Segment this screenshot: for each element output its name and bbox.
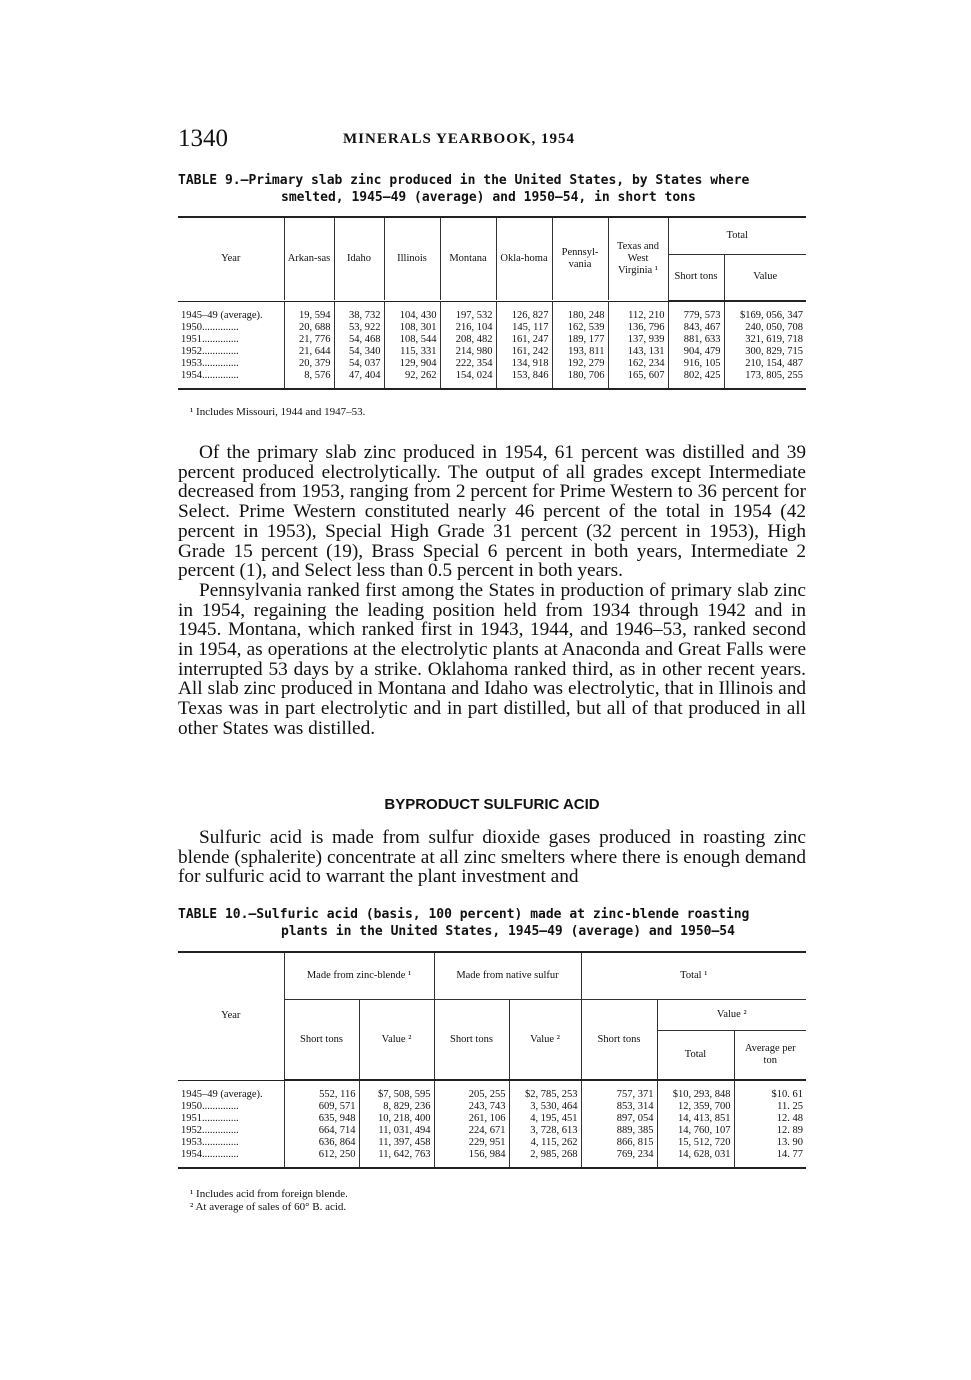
cell: 222, 354 xyxy=(440,358,496,370)
table-row xyxy=(178,1101,806,1113)
col-value-group: Value ² xyxy=(657,1000,806,1031)
cell: 229, 951 xyxy=(434,1137,509,1149)
cell: 156, 984 xyxy=(434,1149,509,1168)
cell: 10, 218, 400 xyxy=(359,1113,434,1125)
cell: 161, 242 xyxy=(496,346,552,358)
cell: 173, 805, 255 xyxy=(724,370,806,389)
cell: 20, 688 xyxy=(284,322,334,334)
cell: 897, 054 xyxy=(581,1113,657,1125)
paragraph: Of the primary slab zinc produced in 1954, 61 percent was distilled and 39 percent produced electrolytically. The output of all grades except Intermediate decreased from 1953, ranging from 2 percent for Prime Western to 36 percent for Select. Prime Western constituted nearly 46 percent of the total in 1954 (42 percent in 1953), Special High Grade 31 percent (32 percent in 1953), High Grade 15 percent (19), Brass Special 6 percent in both years, Intermediate 2 percent (1), and Select less than 0.5 percent in both years. xyxy=(178,442,806,582)
body-text xyxy=(178,443,806,739)
table-row xyxy=(178,1113,806,1125)
col-t-total: Total xyxy=(657,1031,734,1080)
table10-title-line1: TABLE 10.—Sulfuric acid (basis, 100 percent) made at zinc-blende roasting xyxy=(178,907,750,922)
cell: 11, 397, 458 xyxy=(359,1137,434,1149)
cell: 193, 811 xyxy=(552,346,608,358)
cell: 205, 255 xyxy=(434,1081,509,1102)
cell: 881, 633 xyxy=(668,334,724,346)
col-texas-wv: Texas and West Virginia ¹ xyxy=(608,217,668,300)
cell: 14. 77 xyxy=(734,1149,806,1168)
cell: $169, 056, 347 xyxy=(724,301,806,322)
cell: 165, 607 xyxy=(608,370,668,389)
table9-footnote: ¹ Includes Missouri, 1944 and 1947–53. xyxy=(190,406,366,418)
cell: 153, 846 xyxy=(496,370,552,389)
cell: 609, 571 xyxy=(284,1101,359,1113)
cell: 261, 106 xyxy=(434,1113,509,1125)
cell: 126, 827 xyxy=(496,301,552,322)
cell: 197, 532 xyxy=(440,301,496,322)
cell: 92, 262 xyxy=(384,370,440,389)
cell: 904, 479 xyxy=(668,346,724,358)
table10-title xyxy=(178,906,808,940)
cell: 210, 154, 487 xyxy=(724,358,806,370)
row-year: 1951.............. xyxy=(181,1113,239,1124)
cell: 14, 628, 031 xyxy=(657,1149,734,1168)
running-head: MINERALS YEARBOOK, 1954 xyxy=(343,131,576,147)
col-total: Total xyxy=(668,217,806,255)
cell: 853, 314 xyxy=(581,1101,657,1113)
col-zinc-blende: Made from zinc-blende ¹ xyxy=(284,952,434,1000)
table-row xyxy=(178,301,806,322)
table10-footnote-1: ¹ Includes acid from foreign blende. xyxy=(190,1188,348,1200)
cell: 21, 776 xyxy=(284,334,334,346)
col-montana: Montana xyxy=(440,217,496,300)
page-header xyxy=(178,125,808,155)
cell: 240, 050, 708 xyxy=(724,322,806,334)
col-zb-short-tons: Short tons xyxy=(284,1000,359,1080)
cell: 769, 234 xyxy=(581,1149,657,1168)
cell: 636, 864 xyxy=(284,1137,359,1149)
table10-footnotes xyxy=(190,1188,348,1214)
cell: 802, 425 xyxy=(668,370,724,389)
row-year: 1951.............. xyxy=(181,333,239,345)
cell: 161, 247 xyxy=(496,334,552,346)
table-row xyxy=(178,322,806,334)
cell: 8, 829, 236 xyxy=(359,1101,434,1113)
cell: 4, 115, 262 xyxy=(509,1137,581,1149)
paragraph: Sulfuric acid is made from sulfur dioxide gases produced in roasting zinc blende (sphalerite) concentrate at all zinc smelters where there is enough demand for sulfuric acid to warrant the plant investment and xyxy=(178,827,806,888)
col-oklahoma: Okla-homa xyxy=(496,217,552,300)
cell: 11, 031, 494 xyxy=(359,1125,434,1137)
col-total: Total ¹ xyxy=(581,952,806,1000)
cell: 13. 90 xyxy=(734,1137,806,1149)
col-arkansas: Arkan-sas xyxy=(284,217,334,300)
cell: 214, 980 xyxy=(440,346,496,358)
table9 xyxy=(178,216,806,390)
col-ns-short-tons: Short tons xyxy=(434,1000,509,1080)
col-short-tons: Short tons xyxy=(668,255,724,301)
table-row xyxy=(178,334,806,346)
cell: $2, 785, 253 xyxy=(509,1081,581,1102)
row-year: 1945–49 (average). xyxy=(181,1089,263,1100)
cell: 3, 728, 613 xyxy=(509,1125,581,1137)
col-ns-value: Value ² xyxy=(509,1000,581,1080)
cell: 21, 644 xyxy=(284,346,334,358)
col-native-sulfur: Made from native sulfur xyxy=(434,952,581,1000)
cell: 208, 482 xyxy=(440,334,496,346)
cell: 843, 467 xyxy=(668,322,724,334)
col-pennsylvania: Pennsyl-vania xyxy=(552,217,608,300)
table9-title xyxy=(178,172,808,206)
cell: 612, 250 xyxy=(284,1149,359,1168)
row-year: 1952.............. xyxy=(181,1125,239,1136)
cell: 104, 430 xyxy=(384,301,440,322)
cell: 11, 642, 763 xyxy=(359,1149,434,1168)
cell: 129, 904 xyxy=(384,358,440,370)
cell: 137, 939 xyxy=(608,334,668,346)
cell: 664, 714 xyxy=(284,1125,359,1137)
col-year: Year xyxy=(178,217,284,300)
cell: 112, 210 xyxy=(608,301,668,322)
cell: 12. 48 xyxy=(734,1113,806,1125)
table-row xyxy=(178,1137,806,1149)
cell: 14, 760, 107 xyxy=(657,1125,734,1137)
cell: 216, 104 xyxy=(440,322,496,334)
cell: 134, 918 xyxy=(496,358,552,370)
cell: 162, 234 xyxy=(608,358,668,370)
cell: 189, 177 xyxy=(552,334,608,346)
table-row xyxy=(178,346,806,358)
table10-title-line2: plants in the United States, 1945–49 (average) and 1950–54 xyxy=(281,924,735,939)
cell: 889, 385 xyxy=(581,1125,657,1137)
table9-title-line1: TABLE 9.—Primary slab zinc produced in the United States, by States where xyxy=(178,173,750,188)
row-year: 1954.............. xyxy=(178,370,284,389)
cell: 224, 671 xyxy=(434,1125,509,1137)
cell: 12. 89 xyxy=(734,1125,806,1137)
cell: 145, 117 xyxy=(496,322,552,334)
cell: 180, 248 xyxy=(552,301,608,322)
col-idaho: Idaho xyxy=(334,217,384,300)
row-year: 1953.............. xyxy=(181,357,239,369)
col-t-average: Average per ton xyxy=(734,1031,806,1080)
cell: 115, 331 xyxy=(384,346,440,358)
cell: 4, 195, 451 xyxy=(509,1113,581,1125)
cell: 3, 530, 464 xyxy=(509,1101,581,1113)
cell: 19, 594 xyxy=(284,301,334,322)
table-row xyxy=(178,1081,806,1102)
cell: 54, 037 xyxy=(334,358,384,370)
paragraph: Pennsylvania ranked first among the States in production of primary slab zinc in 1954, regaining the leading position held from 1934 through 1942 and in 1945. Montana, which ranked first in 1943, 1944, and 1946–53, ranked second in 1954, as operations at the electrolytic plants at Anaconda and Great Falls were interrupted 53 days by a strike. Oklahoma ranked third, as in other recent years. All slab zinc produced in Montana and Idaho was electrolytic, that in Illinois and Texas was in part electrolytic and in part distilled, but all of that produced in all other States was distilled. xyxy=(178,579,806,739)
col-illinois: Illinois xyxy=(384,217,440,300)
cell: $10. 61 xyxy=(734,1081,806,1102)
cell: 866, 815 xyxy=(581,1137,657,1149)
cell: 243, 743 xyxy=(434,1101,509,1113)
table10 xyxy=(178,951,806,1169)
col-value: Value xyxy=(724,255,806,301)
row-year: 1950.............. xyxy=(181,1101,239,1112)
cell: 300, 829, 715 xyxy=(724,346,806,358)
cell: 54, 340 xyxy=(334,346,384,358)
cell: 20, 379 xyxy=(284,358,334,370)
table10-footnote-2: ² At average of sales of 60° B. acid. xyxy=(190,1201,347,1213)
cell: 321, 619, 718 xyxy=(724,334,806,346)
page-number: 1340 xyxy=(178,125,228,152)
cell: 15, 512, 720 xyxy=(657,1137,734,1149)
col-zb-value: Value ² xyxy=(359,1000,434,1080)
cell: 54, 468 xyxy=(334,334,384,346)
table-row xyxy=(178,1125,806,1137)
cell: 154, 024 xyxy=(440,370,496,389)
row-year: 1952.............. xyxy=(181,345,239,357)
cell: 757, 371 xyxy=(581,1081,657,1102)
cell: 8, 576 xyxy=(284,370,334,389)
cell: 38, 732 xyxy=(334,301,384,322)
cell: 779, 573 xyxy=(668,301,724,322)
col-t-short-tons: Short tons xyxy=(581,1000,657,1080)
table-row xyxy=(178,358,806,370)
cell: $10, 293, 848 xyxy=(657,1081,734,1102)
cell: 552, 116 xyxy=(284,1081,359,1102)
cell: 136, 796 xyxy=(608,322,668,334)
body-text-2 xyxy=(178,828,806,887)
table-row xyxy=(178,1149,806,1168)
table-row xyxy=(178,370,806,389)
col-year: Year xyxy=(178,952,284,1080)
cell: 635, 948 xyxy=(284,1113,359,1125)
cell: 108, 544 xyxy=(384,334,440,346)
cell: 916, 105 xyxy=(668,358,724,370)
table9-title-line2: smelted, 1945–49 (average) and 1950–54, in short tons xyxy=(281,190,696,205)
cell: 108, 301 xyxy=(384,322,440,334)
row-year: 1953.............. xyxy=(181,1137,239,1148)
cell: 14, 413, 851 xyxy=(657,1113,734,1125)
cell: 11. 25 xyxy=(734,1101,806,1113)
row-year: 1954.............. xyxy=(178,1149,284,1168)
cell: 2, 985, 268 xyxy=(509,1149,581,1168)
cell: 162, 539 xyxy=(552,322,608,334)
cell: 143, 131 xyxy=(608,346,668,358)
cell: 47, 404 xyxy=(334,370,384,389)
cell: 180, 706 xyxy=(552,370,608,389)
row-year: 1945–49 (average). xyxy=(181,309,263,321)
cell: 12, 359, 700 xyxy=(657,1101,734,1113)
section-heading: BYPRODUCT SULFURIC ACID xyxy=(384,796,600,813)
cell: $7, 508, 595 xyxy=(359,1081,434,1102)
row-year: 1950.............. xyxy=(181,321,239,333)
cell: 192, 279 xyxy=(552,358,608,370)
cell: 53, 922 xyxy=(334,322,384,334)
